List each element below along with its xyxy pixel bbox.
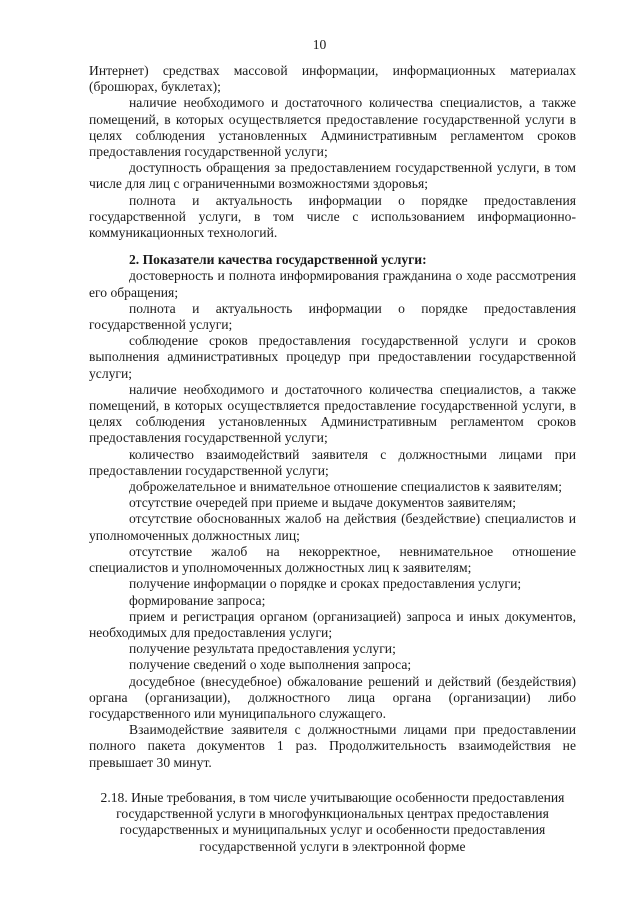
section-title-line: 2.18. Иные требования, в том числе учитывающие особенности предоставления (100, 790, 565, 805)
paragraph: досудебное (внесудебное) обжалование решений и действий (бездействия) органа (организации), должностного лица органа (организации) либо государственного или муниципального служащего. (89, 673, 576, 721)
section-title (70, 790, 595, 855)
section-title-line: государственной услуги в многофункциональных центрах предоставления (116, 806, 549, 822)
paragraph: наличие необходимого и достаточного количества специалистов, а также помещений, в которых осуществляется предоставление государственной услуги в целях соблюдения установленных Административным регламентом сроков предоставления государственной услуги; (89, 95, 576, 160)
paragraph: отсутствие очередей при приеме и выдаче документов заявителям; (129, 495, 516, 511)
paragraph: наличие необходимого и достаточного количества специалистов, а также помещений, в которых осуществляется предоставление государственной услуги, в целях соблюдения установленных Административным регламентом сроков предоставления государственной услуги; (89, 381, 576, 446)
paragraph: отсутствие обоснованных жалоб на действия (бездействие) специалистов и уполномоченных должностных лиц; (89, 511, 576, 543)
paragraph: прием и регистрация органом (организацией) запроса и иных документов, необходимых для предоставления услуги; (89, 608, 576, 640)
paragraph: получение результата предоставления услуги; (129, 641, 396, 657)
paragraph: достоверность и полнота информирования гражданина о ходе рассмотрения его обращения; (89, 268, 576, 300)
paragraph: Взаимодействие заявителя с должностными лицами при предоставлении полного пакета документов 1 раз. Продолжительность взаимодействия не превышает 30 минут. (89, 722, 576, 770)
paragraph: доступность обращения за предоставлением государственной услуги, в том числе для лиц с ограниченными возможностями здоровья; (89, 160, 576, 192)
section-title-line: государственной услуги в электронной форме (199, 838, 466, 854)
paragraph: формирование запроса; (129, 592, 266, 608)
document-body (89, 63, 576, 771)
page-number: 10 (312, 37, 327, 52)
paragraph: соблюдение сроков предоставления государственной услуги и сроков выполнения административных процедур при предоставлении государственной услуги; (89, 333, 576, 381)
paragraph: Интернет) средствах массовой информации, информационных материалах (брошюрах, буклетах); (89, 63, 576, 95)
paragraph: получение информации о порядке и сроках предоставления услуги; (129, 576, 522, 592)
section-title-line: государственных и муниципальных услуг и особенности предоставления (119, 822, 546, 838)
paragraph: отсутствие жалоб на некорректное, невнимательное отношение специалистов и уполномоченных должностных лиц к заявителям; (89, 543, 576, 576)
paragraph: количество взаимодействий заявителя с должностными лицами при предоставлении государственной услуги; (89, 446, 576, 478)
paragraph: доброжелательное и внимательное отношение специалистов к заявителям; (129, 479, 563, 495)
paragraph: полнота и актуальность информации о порядке предоставления государственной услуги; (89, 300, 576, 333)
paragraph: получение сведений о ходе выполнения запроса; (129, 657, 412, 673)
section-heading: 2. Показатели качества государственной услуги: (129, 252, 427, 268)
paragraph: полнота и актуальность информации о порядке предоставления государственной услуги, в том числе с использованием информационно-коммуникационных технологий. (89, 192, 576, 241)
